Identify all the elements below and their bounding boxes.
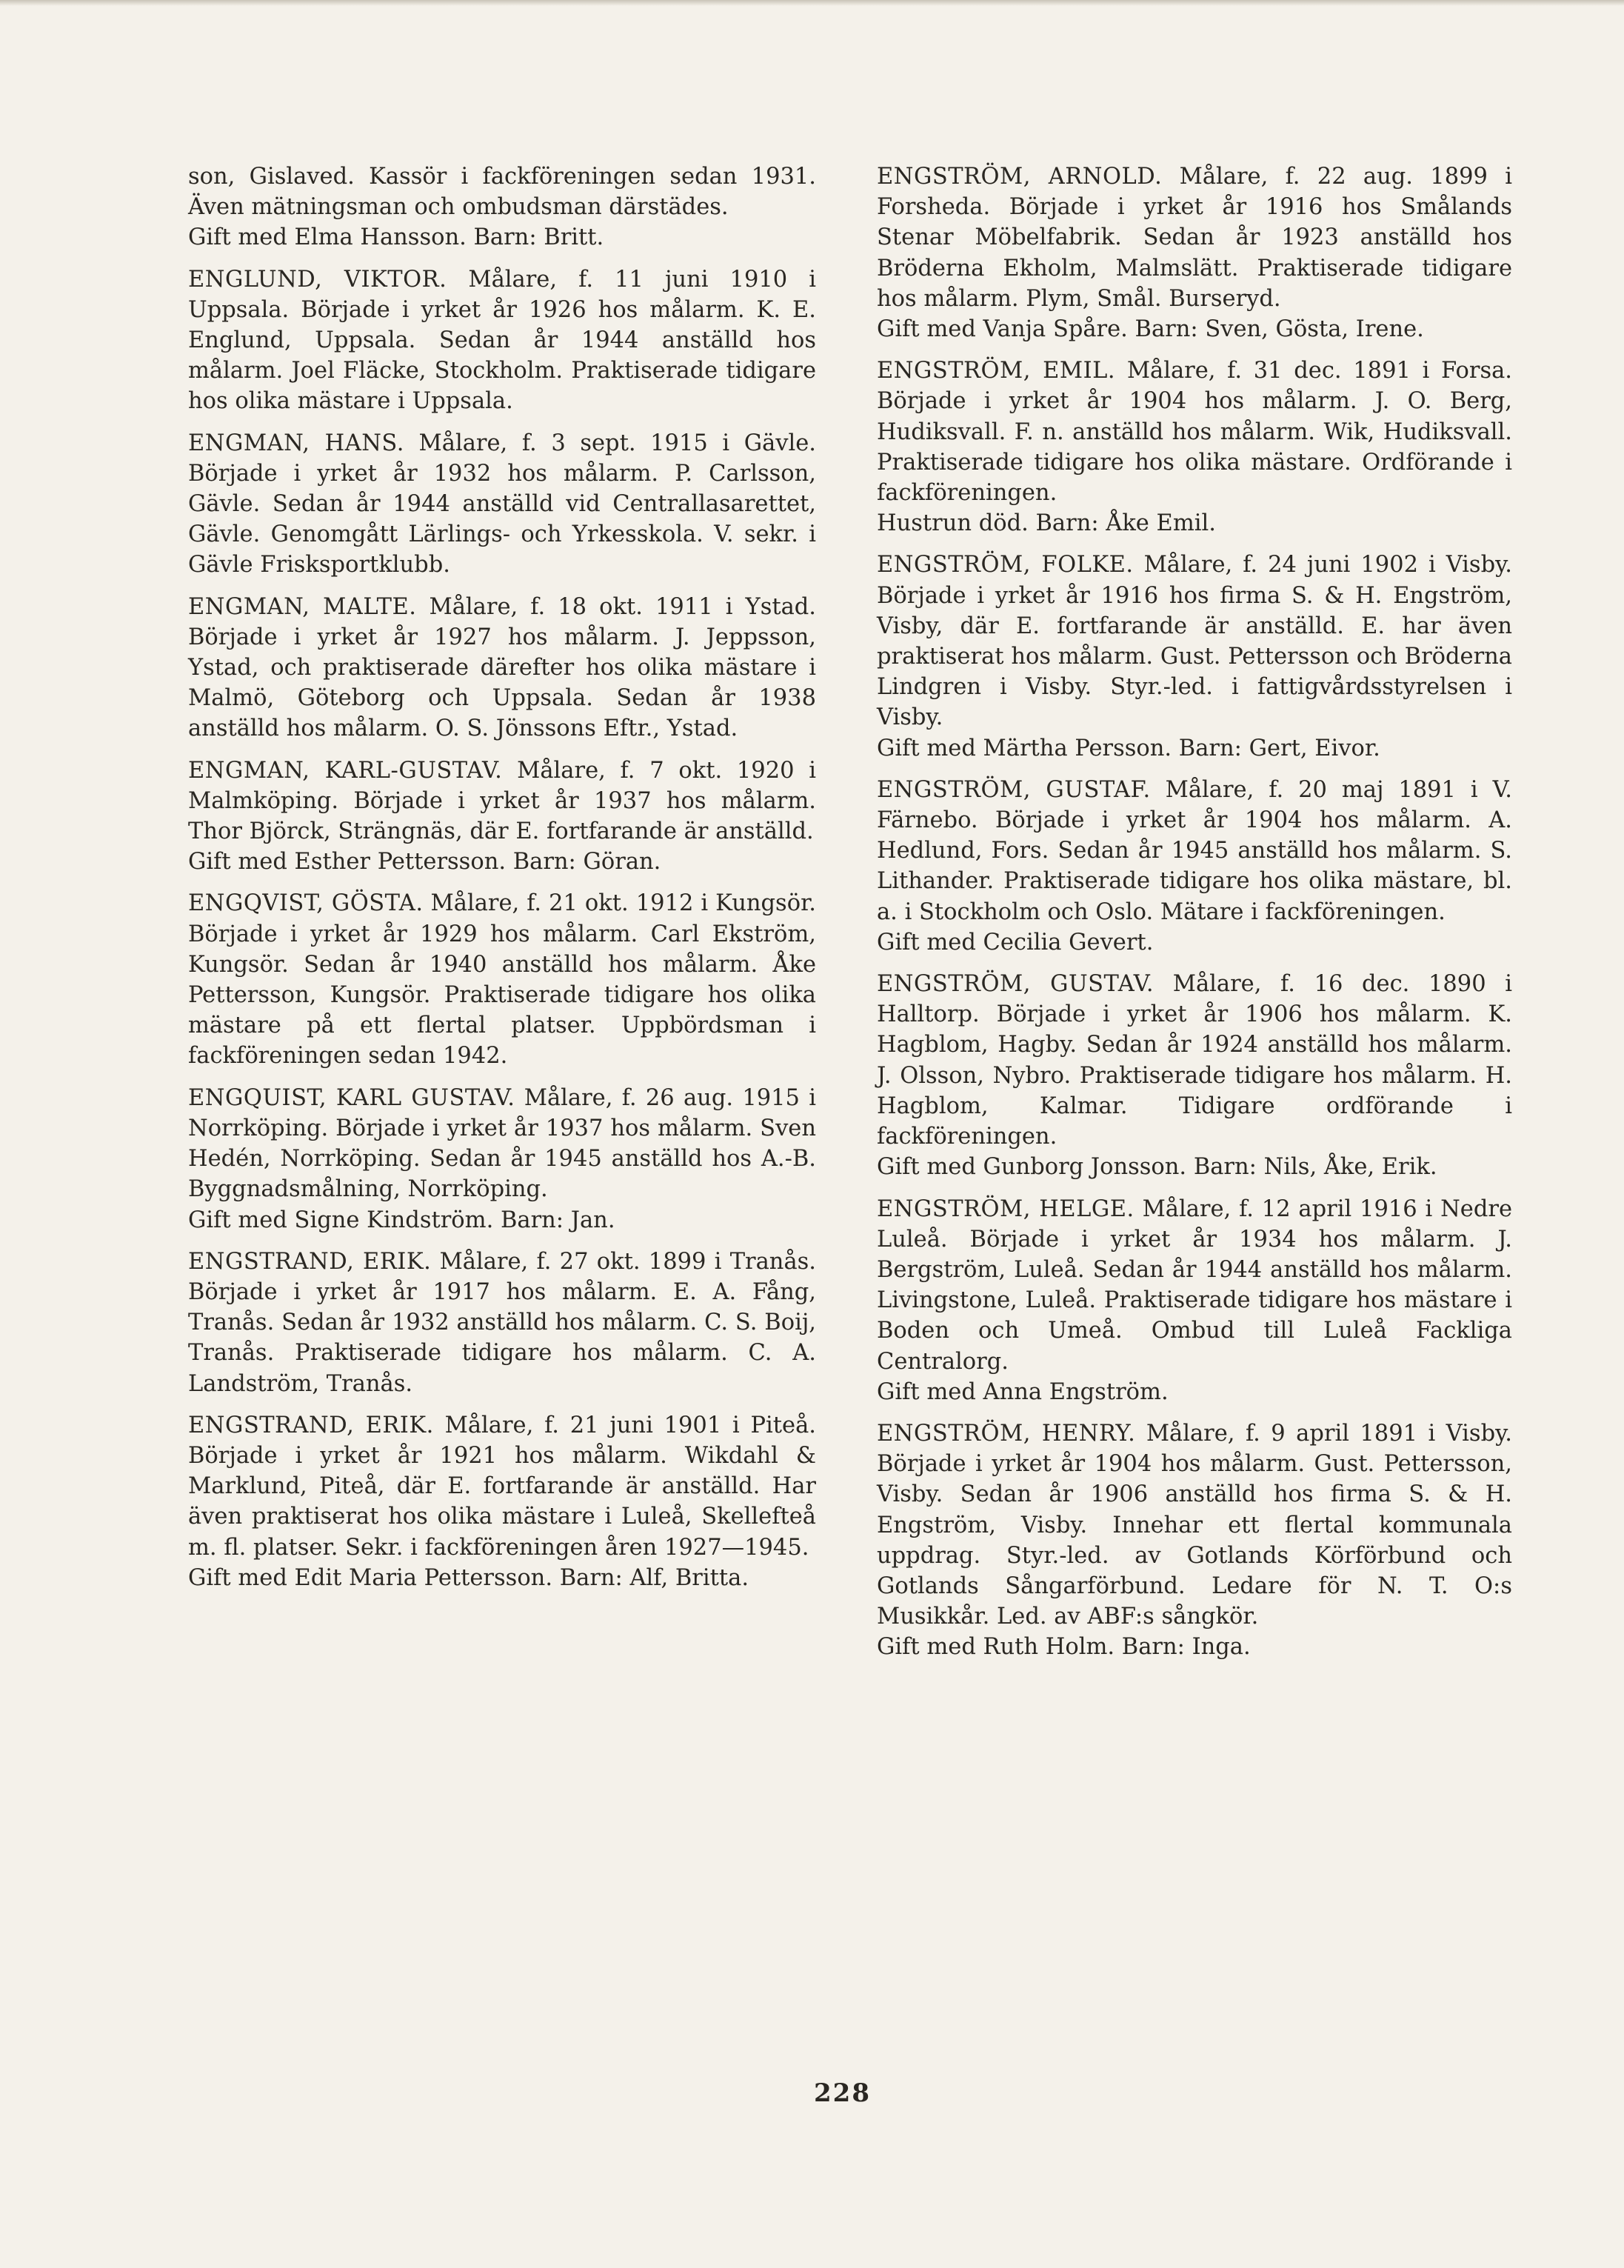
entry-family: Gift med Cecilia Gevert. <box>877 929 1154 955</box>
entry-text: Målare, f. 26 aug. 1915 i Norrköping. Började i yrket år 1937 hos målarm. Sven Hedén, Norrköping. Sedan år 1945 anställd hos A.-B. Byggnadsmålning, Norrköping. <box>188 1084 816 1203</box>
entry-name: ENGSTRÖM, GUSTAF. <box>877 776 1151 803</box>
entry-text: son, Gislaved. Kassör i fackföreningen sedan 1931. Även mätningsman och ombudsman därstädes. <box>188 164 816 221</box>
entry-name: ENGSTRAND, ERIK. <box>188 1412 434 1438</box>
left-entry-list <box>188 264 816 1593</box>
entry-paragraph <box>188 592 816 744</box>
right-entry-list <box>877 161 1512 1663</box>
entry-name: ENGSTRÖM, HENRY. <box>877 1420 1136 1447</box>
person-entry <box>877 550 1512 763</box>
entry-text: Målare, f. 20 maj 1891 i V. Färnebo. Började i yrket år 1904 hos målarm. A. Hedlund, Fors. Sedan år 1945 anställd hos målarm. S. Lithander. Praktiserade tidigare hos olika mästare, bl. a. i Stockholm och Oslo. Mätare i fackföreningen. <box>877 776 1512 925</box>
person-entry <box>877 1418 1512 1663</box>
entry-text: Målare, f. 24 juni 1902 i Visby. Började i yrket år 1916 hos firma S. & H. Engström, Visby, där E. fortfarande är anställd. E. har även praktiserat hos målarm. Gust. Pettersson och Bröderna Lindgren i Visby. Styr.-led. i fattigvårdsstyrelsen i Visby. <box>877 552 1512 731</box>
person-entry <box>188 1083 816 1235</box>
person-entry <box>877 775 1512 958</box>
entry-paragraph <box>188 888 816 1071</box>
entry-paragraph <box>877 1418 1512 1632</box>
entry-paragraph <box>188 264 816 417</box>
person-entry <box>188 428 816 581</box>
entry-name: ENGSTRÖM, ARNOLD. <box>877 164 1163 190</box>
entry-text: Målare, f. 21 juni 1901 i Piteå. Började i yrket år 1921 hos målarm. Wikdahl & Marklund, Piteå, där E. fortfarande är anställd. Har även praktiserat hos olika mästare i Luleå, Skellefteå m. fl. platser. Sekr. i fackföreningen åren 1927—1945. <box>188 1412 816 1561</box>
entry-name: ENGSTRÖM, EMIL. <box>877 358 1116 384</box>
entry-paragraph <box>188 1247 816 1399</box>
entry-family: Gift med Anna Engström. <box>877 1378 1169 1405</box>
entry-name: ENGSTRÖM, HELGE. <box>877 1195 1135 1222</box>
entry-paragraph <box>877 1194 1512 1377</box>
entry-text: Målare, f. 9 april 1891 i Visby. Började i yrket år 1904 hos målarm. Gust. Pettersson, Visby. Sedan år 1906 anställd hos firma S. & H. Engström, Visby. Innehar ett flertal kommunala uppdrag. Styr.-led. av Gotlands Körförbund och Gotlands Sångarförbund. Ledare för N. T. O:s Musikkår. Led. av ABF:s sångkör. <box>877 1420 1512 1630</box>
left-column <box>188 161 816 1604</box>
entry-paragraph <box>877 550 1512 733</box>
entry-name: ENGQUIST, KARL GUSTAV. <box>188 1084 515 1111</box>
entry-text: Målare, f. 11 juni 1910 i Uppsala. Började i yrket år 1926 hos målarm. K. E. Englund, Uppsala. Sedan år 1944 anställd hos målarm. Joel Fläcke, Stockholm. Praktiserade tidigare hos olika mästare i Uppsala. <box>188 266 816 415</box>
entry-family: Gift med Vanja Spåre. Barn: Sven, Gösta, Irene. <box>877 316 1424 343</box>
entry-text: Målare, f. 7 okt. 1920 i Malmköping. Började i yrket år 1937 hos målarm. Thor Björck, Strängnäs, där E. fortfarande är anställd. <box>188 757 816 845</box>
entry-paragraph <box>877 356 1512 508</box>
entry-paragraph <box>877 161 1512 314</box>
entry-paragraph <box>188 756 816 847</box>
entry-family: Gift med Ruth Holm. Barn: Inga. <box>877 1634 1251 1661</box>
person-entry <box>188 264 816 417</box>
entry-text: Målare, f. 31 dec. 1891 i Forsa. Började i yrket år 1904 hos målarm. J. O. Berg, Hudiksvall. F. n. anställd hos målarm. Wik, Hudiksvall. Praktiserade tidigare hos olika mästare. Ordförande i fackföreningen. <box>877 358 1512 507</box>
page-top-edge <box>0 0 1624 6</box>
entry-paragraph <box>877 969 1512 1152</box>
entry-paragraph <box>188 428 816 581</box>
entry-paragraph <box>188 1083 816 1205</box>
entry-name: ENGMAN, HANS. <box>188 430 404 456</box>
person-entry <box>188 1410 816 1593</box>
entry-name: ENGSTRAND, ERIK. <box>188 1248 432 1275</box>
entry-text: Målare, f. 16 dec. 1890 i Halltorp. Började i yrket år 1906 hos målarm. K. Hagblom, Hagby. Sedan år 1924 anställd hos målarm. J. Olsson, Nybro. Praktiserade tidigare hos målarm. H. Hagblom, Kalmar. Tidigare ordförande i fackföreningen. <box>877 971 1512 1150</box>
entry-name: ENGMAN, KARL-GUSTAV. <box>188 757 503 784</box>
person-entry <box>877 161 1512 344</box>
person-entry <box>877 356 1512 538</box>
entry-family: Gift med Edit Maria Pettersson. Barn: Alf, Britta. <box>188 1564 749 1591</box>
entry-text: Målare, f. 21 okt. 1912 i Kungsör. Började i yrket år 1929 hos målarm. Carl Ekström, Kungsör. Sedan år 1940 anställd hos målarm. Åke Pettersson, Kungsör. Praktiserade tidigare hos olika mästare på ett flertal platser. Uppbördsman i fackföreningen sedan 1942. <box>188 890 816 1070</box>
entry-family: Gift med Esther Pettersson. Barn: Göran. <box>188 849 661 875</box>
entry-text: Målare, f. 18 okt. 1911 i Ystad. Började i yrket år 1927 hos målarm. J. Jeppsson, Ystad, och praktiserade därefter hos olika mästare i Malmö, Göteborg och Uppsala. Sedan år 1938 anställd hos målarm. O. S. Jönssons Eftr., Ystad. <box>188 593 817 742</box>
person-entry <box>188 592 816 744</box>
entry-paragraph <box>188 1410 816 1563</box>
entry-name: ENGMAN, MALTE. <box>188 593 417 620</box>
person-entry <box>188 888 816 1071</box>
entry-text: Målare, f. 27 okt. 1899 i Tranås. Började i yrket år 1917 hos målarm. E. A. Fång, Tranås. Sedan år 1932 anställd hos målarm. C. S. Boij, Tranås. Praktiserade tidigare hos målarm. C. A. Landström, Tranås. <box>188 1248 816 1397</box>
entry-family: Gift med Elma Hansson. Barn: Britt. <box>188 224 604 251</box>
entry-name: ENGQVIST, GÖSTA. <box>188 890 424 917</box>
entry-text: Målare, f. 12 april 1916 i Nedre Luleå. Började i yrket år 1934 hos målarm. J. Bergström, Luleå. Sedan år 1944 anställd hos målarm. Livingstone, Luleå. Praktiserade tidigare hos mästare i Boden och Umeå. Ombud till Luleå Fackliga Centralorg. <box>877 1195 1512 1375</box>
page-number: 228 <box>814 2078 871 2108</box>
person-entry <box>188 756 816 878</box>
right-column <box>877 161 1512 1674</box>
entry-name: ENGLUND, VIKTOR. <box>188 266 447 293</box>
person-entry <box>877 969 1512 1182</box>
entry-family: Hustrun död. Barn: Åke Emil. <box>877 510 1216 537</box>
entry-family: Gift med Märtha Persson. Barn: Gert, Eivor. <box>877 735 1380 761</box>
person-entry <box>877 1194 1512 1407</box>
entry-name: ENGSTRÖM, GUSTAV. <box>877 971 1154 998</box>
continuation-entry <box>188 161 816 253</box>
person-entry <box>188 1247 816 1399</box>
entry-text: Målare, f. 22 aug. 1899 i Forsheda. Började i yrket år 1916 hos Smålands Stenar Möbelfabrik. Sedan år 1923 anställd hos Bröderna Ekholm, Malmslätt. Praktiserade tidigare hos målarm. Plym, Smål. Burseryd. <box>877 164 1512 312</box>
entry-name: ENGSTRÖM, FOLKE. <box>877 552 1134 578</box>
entry-paragraph <box>877 775 1512 927</box>
entry-family: Gift med Signe Kindström. Barn: Jan. <box>188 1207 615 1233</box>
entry-text: Målare, f. 3 sept. 1915 i Gävle. Började i yrket år 1932 hos målarm. P. Carlsson, Gävle. Sedan år 1944 anställd vid Centrallasarettet, Gävle. Genomgått Lärlings- och Yrkesskola. V. sekr. i Gävle Frisksportklubb. <box>188 430 816 578</box>
entry-family: Gift med Gunborg Jonsson. Barn: Nils, Åke, Erik. <box>877 1154 1437 1181</box>
